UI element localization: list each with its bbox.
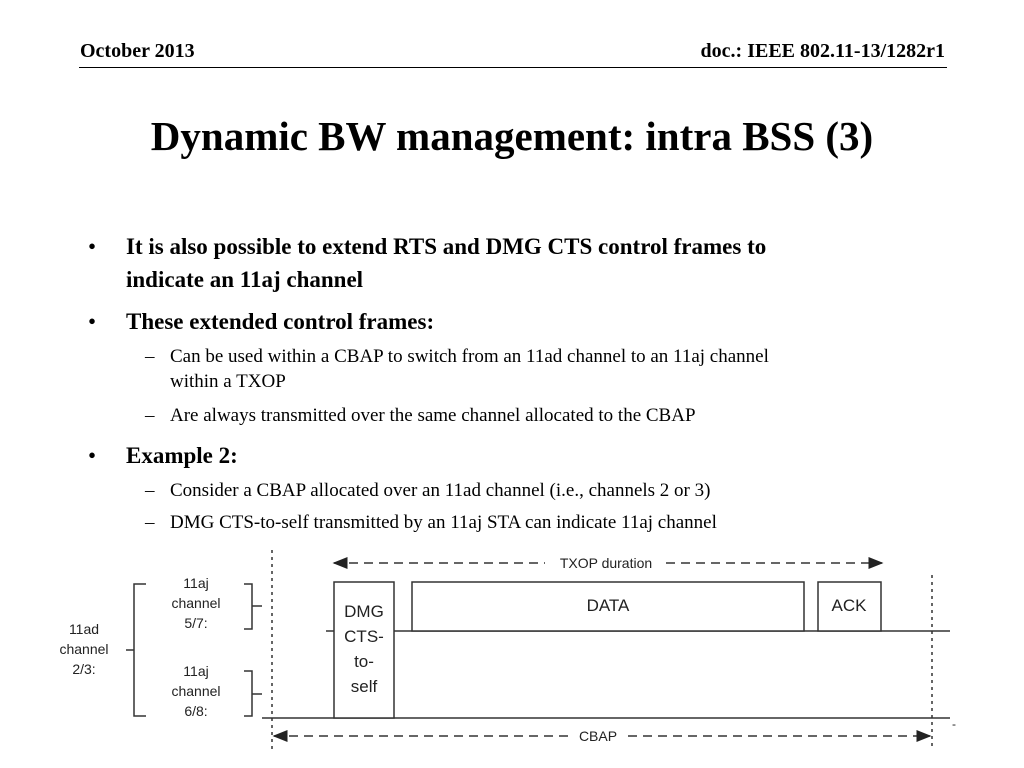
slide-title: Dynamic BW management: intra BSS (3) — [150, 113, 874, 159]
ad-channel-label-line-2: channel — [59, 641, 109, 657]
bullet-1-line-1: It is also possible to extend RTS and DMG CTS control frames to — [126, 234, 767, 259]
aj-top-bracket — [244, 584, 262, 629]
bullet-2: These extended control frames: — [126, 309, 435, 334]
bullet-3: Example 2: — [126, 443, 238, 468]
sub-bullet-marker: – — [145, 480, 155, 501]
aj-top-label-line-1: 11aj — [183, 575, 209, 591]
ack-frame-label: ACK — [831, 596, 867, 615]
bullet-marker: • — [88, 309, 97, 334]
corner-mark: - — [952, 717, 956, 731]
sub-bullet-1-line-2: within a TXOP — [170, 371, 286, 392]
sub-bullet-1-line-1: Can be used within a CBAP to switch from an 11ad channel to an 11aj channel — [170, 346, 769, 367]
sub-bullet-4: DMG CTS-to-self transmitted by an 11aj STA can indicate 11aj channel — [170, 512, 717, 533]
data-frame-label: DATA — [586, 596, 630, 615]
dmg-box-line-1: DMG — [344, 602, 384, 621]
sub-bullet-marker: – — [145, 512, 155, 533]
txop-duration-label: TXOP duration — [559, 555, 653, 571]
aj-bottom-label-line-3: 6/8: — [184, 703, 208, 719]
aj-bottom-label-line-1: 11aj — [183, 663, 209, 679]
sub-bullet-marker: – — [145, 346, 155, 367]
header-doc-id: doc.: IEEE 802.11-13/1282r1 — [700, 40, 945, 62]
bullet-1-line-2: indicate an 11aj channel — [126, 267, 364, 292]
aj-bottom-label-line-2: channel — [171, 683, 221, 699]
ad-channel-label-line-1: 11ad — [68, 621, 100, 637]
cbap-label: CBAP — [578, 728, 618, 744]
sub-bullet-2: Are always transmitted over the same channel allocated to the CBAP — [170, 405, 696, 426]
aj-top-label-line-3: 5/7: — [184, 615, 208, 631]
bullet-marker: • — [88, 234, 97, 259]
ad-channel-bracket — [126, 584, 146, 716]
header-date: October 2013 — [80, 40, 195, 62]
aj-bottom-bracket — [244, 671, 262, 716]
aj-top-label-line-2: channel — [171, 595, 221, 611]
dmg-box-line-3: to- — [354, 652, 374, 671]
dmg-box-line-2: CTS- — [344, 627, 384, 646]
ad-channel-label-line-3: 2/3: — [72, 661, 96, 677]
sub-bullet-3: Consider a CBAP allocated over an 11ad channel (i.e., channels 2 or 3) — [170, 480, 711, 501]
bullet-marker: • — [88, 443, 97, 468]
dmg-box-line-4: self — [350, 677, 378, 696]
sub-bullet-marker: – — [145, 405, 155, 426]
